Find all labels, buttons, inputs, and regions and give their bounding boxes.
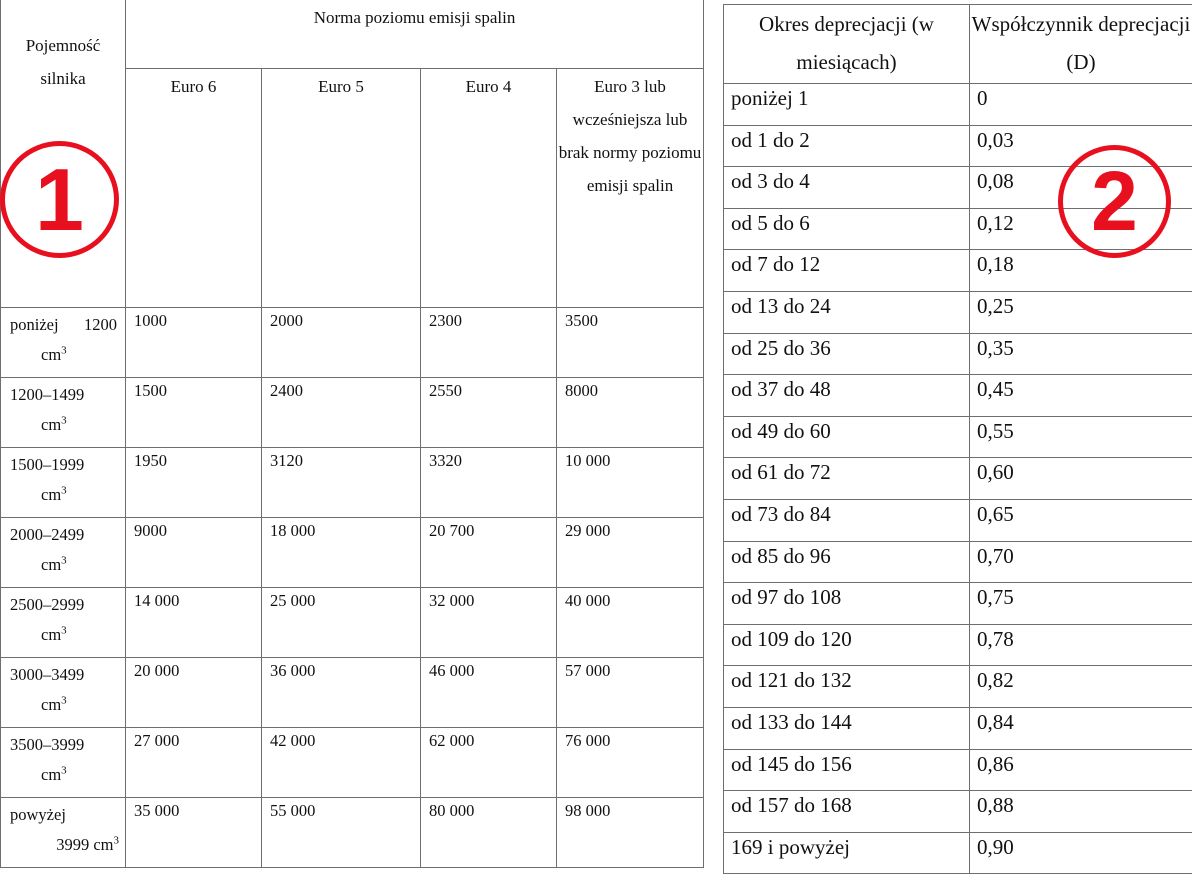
period-cell: od 61 do 72	[724, 458, 970, 500]
capacity-unit: cm	[41, 555, 61, 574]
capacity-unit: 3999 cm	[56, 835, 113, 854]
coefficient-cell: 0,60	[970, 458, 1192, 500]
table-row	[724, 666, 1192, 708]
col-header-euro6: Euro 6	[126, 69, 262, 308]
capacity-unit: cm	[41, 625, 61, 644]
table-row	[1, 798, 704, 868]
period-cell: od 13 do 24	[724, 291, 970, 333]
fee-cell: 55 000	[262, 798, 421, 868]
coefficient-cell: 0,65	[970, 499, 1192, 541]
table-row	[1, 588, 704, 658]
fee-cell: 20 000	[126, 658, 262, 728]
period-cell: od 49 do 60	[724, 416, 970, 458]
col-header-euro4: Euro 4	[421, 69, 557, 308]
fee-cell: 98 000	[557, 798, 704, 868]
fee-cell: 35 000	[126, 798, 262, 868]
capacity-label: 2500–2999	[10, 590, 123, 620]
coefficient-cell: 0,08	[970, 167, 1192, 209]
depreciation-table	[723, 4, 1192, 874]
coefficient-cell: 0,55	[970, 416, 1192, 458]
period-cell: od 37 do 48	[724, 375, 970, 417]
fee-cell: 57 000	[557, 658, 704, 728]
col-header-euro5: Euro 5	[262, 69, 421, 308]
fee-cell: 62 000	[421, 728, 557, 798]
fee-cell: 8000	[557, 378, 704, 448]
fee-cell: 2550	[421, 378, 557, 448]
fee-cell: 40 000	[557, 588, 704, 658]
table-row	[724, 832, 1192, 874]
table-row	[724, 583, 1192, 625]
table-row	[1, 728, 704, 798]
fee-cell: 1000	[126, 308, 262, 378]
coefficient-cell: 0,25	[970, 291, 1192, 333]
capacity-cell	[1, 798, 126, 868]
fee-cell: 3500	[557, 308, 704, 378]
fee-cell: 1500	[126, 378, 262, 448]
capacity-label: poniżej	[10, 310, 59, 340]
period-cell: od 133 do 144	[724, 707, 970, 749]
capacity-value: 1200	[84, 310, 117, 340]
coefficient-cell: 0,82	[970, 666, 1192, 708]
fee-cell: 20 700	[421, 518, 557, 588]
fee-cell: 76 000	[557, 728, 704, 798]
col-header-euro3: Euro 3 lub wcześniejsza lub brak normy poziomu emisji spalin	[557, 69, 704, 308]
fee-cell: 36 000	[262, 658, 421, 728]
coefficient-cell: 0,84	[970, 707, 1192, 749]
unit-superscript: 3	[61, 415, 67, 427]
unit-superscript: 3	[61, 765, 67, 777]
coefficient-cell: 0,86	[970, 749, 1192, 791]
norm-header: Norma poziomu emisji spalin	[126, 0, 704, 69]
coefficient-cell: 0,88	[970, 791, 1192, 833]
fee-cell: 1950	[126, 448, 262, 518]
coefficient-cell: 0,45	[970, 375, 1192, 417]
capacity-cell	[1, 378, 126, 448]
unit-superscript: 3	[61, 625, 67, 637]
table-row	[724, 84, 1192, 126]
period-cell: od 97 do 108	[724, 583, 970, 625]
capacity-label: 1200–1499	[10, 380, 123, 410]
period-cell: od 1 do 2	[724, 125, 970, 167]
capacity-header: Pojemność silnika	[1, 0, 126, 308]
period-cell: od 145 do 156	[724, 749, 970, 791]
table-row	[724, 333, 1192, 375]
period-cell: od 157 do 168	[724, 791, 970, 833]
table-row	[724, 458, 1192, 500]
unit-superscript: 3	[61, 555, 67, 567]
fee-cell: 29 000	[557, 518, 704, 588]
coefficient-cell: 0,03	[970, 125, 1192, 167]
coefficient-cell: 0,70	[970, 541, 1192, 583]
table-row	[1, 378, 704, 448]
coefficient-header: Współczynnik deprecjacji (D)	[970, 5, 1192, 84]
capacity-label: 3500–3999	[10, 730, 123, 760]
capacity-cell	[1, 658, 126, 728]
fee-cell: 27 000	[126, 728, 262, 798]
period-cell: od 73 do 84	[724, 499, 970, 541]
period-cell: 169 i powyżej	[724, 832, 970, 874]
fee-cell: 42 000	[262, 728, 421, 798]
period-cell: od 25 do 36	[724, 333, 970, 375]
table-row	[724, 416, 1192, 458]
capacity-label: 2000–2499	[10, 520, 123, 550]
circled-number-two-marker: 2	[1058, 145, 1171, 258]
period-cell: od 3 do 4	[724, 167, 970, 209]
fee-cell: 18 000	[262, 518, 421, 588]
capacity-cell	[1, 728, 126, 798]
table-row	[724, 291, 1192, 333]
unit-superscript: 3	[61, 345, 67, 357]
unit-superscript: 3	[61, 695, 67, 707]
fee-cell: 25 000	[262, 588, 421, 658]
fee-cell: 10 000	[557, 448, 704, 518]
coefficient-cell: 0,12	[970, 208, 1192, 250]
period-cell: od 121 do 132	[724, 666, 970, 708]
capacity-cell	[1, 518, 126, 588]
capacity-unit: cm	[41, 415, 61, 434]
coefficient-cell: 0,78	[970, 624, 1192, 666]
coefficient-cell: 0,90	[970, 832, 1192, 874]
capacity-unit: cm	[41, 485, 61, 504]
coefficient-cell: 0	[970, 84, 1192, 126]
circled-number-one-marker: 1	[0, 141, 119, 258]
unit-superscript: 3	[61, 485, 67, 497]
fee-cell: 14 000	[126, 588, 262, 658]
table-row	[1, 308, 704, 378]
capacity-label: 1500–1999	[10, 450, 123, 480]
capacity-cell	[1, 448, 126, 518]
capacity-cell	[1, 308, 126, 378]
table-row	[1, 448, 704, 518]
period-cell: poniżej 1	[724, 84, 970, 126]
table-row	[1, 518, 704, 588]
coefficient-cell: 0,18	[970, 250, 1192, 292]
capacity-unit: cm	[41, 765, 61, 784]
fee-cell: 46 000	[421, 658, 557, 728]
period-cell: od 109 do 120	[724, 624, 970, 666]
fee-cell: 3120	[262, 448, 421, 518]
capacity-label: 3000–3499	[10, 660, 123, 690]
coefficient-cell: 0,75	[970, 583, 1192, 625]
table-row	[724, 499, 1192, 541]
unit-superscript: 3	[114, 835, 120, 847]
table-row	[724, 541, 1192, 583]
table-row	[724, 375, 1192, 417]
fee-cell: 2300	[421, 308, 557, 378]
table-row	[1, 658, 704, 728]
table-row	[724, 791, 1192, 833]
capacity-label: powyżej	[10, 800, 123, 830]
capacity-unit: cm	[41, 695, 61, 714]
capacity-unit: cm	[41, 345, 61, 364]
fee-cell: 32 000	[421, 588, 557, 658]
period-cell: od 5 do 6	[724, 208, 970, 250]
fee-cell: 2400	[262, 378, 421, 448]
period-header: Okres deprecjacji (w miesiącach)	[724, 5, 970, 84]
fee-cell: 9000	[126, 518, 262, 588]
table-row	[724, 624, 1192, 666]
capacity-cell	[1, 588, 126, 658]
table-row	[724, 749, 1192, 791]
coefficient-cell: 0,35	[970, 333, 1192, 375]
fee-cell: 80 000	[421, 798, 557, 868]
fee-cell: 3320	[421, 448, 557, 518]
table-row	[724, 707, 1192, 749]
period-cell: od 7 do 12	[724, 250, 970, 292]
period-cell: od 85 do 96	[724, 541, 970, 583]
fee-cell: 2000	[262, 308, 421, 378]
